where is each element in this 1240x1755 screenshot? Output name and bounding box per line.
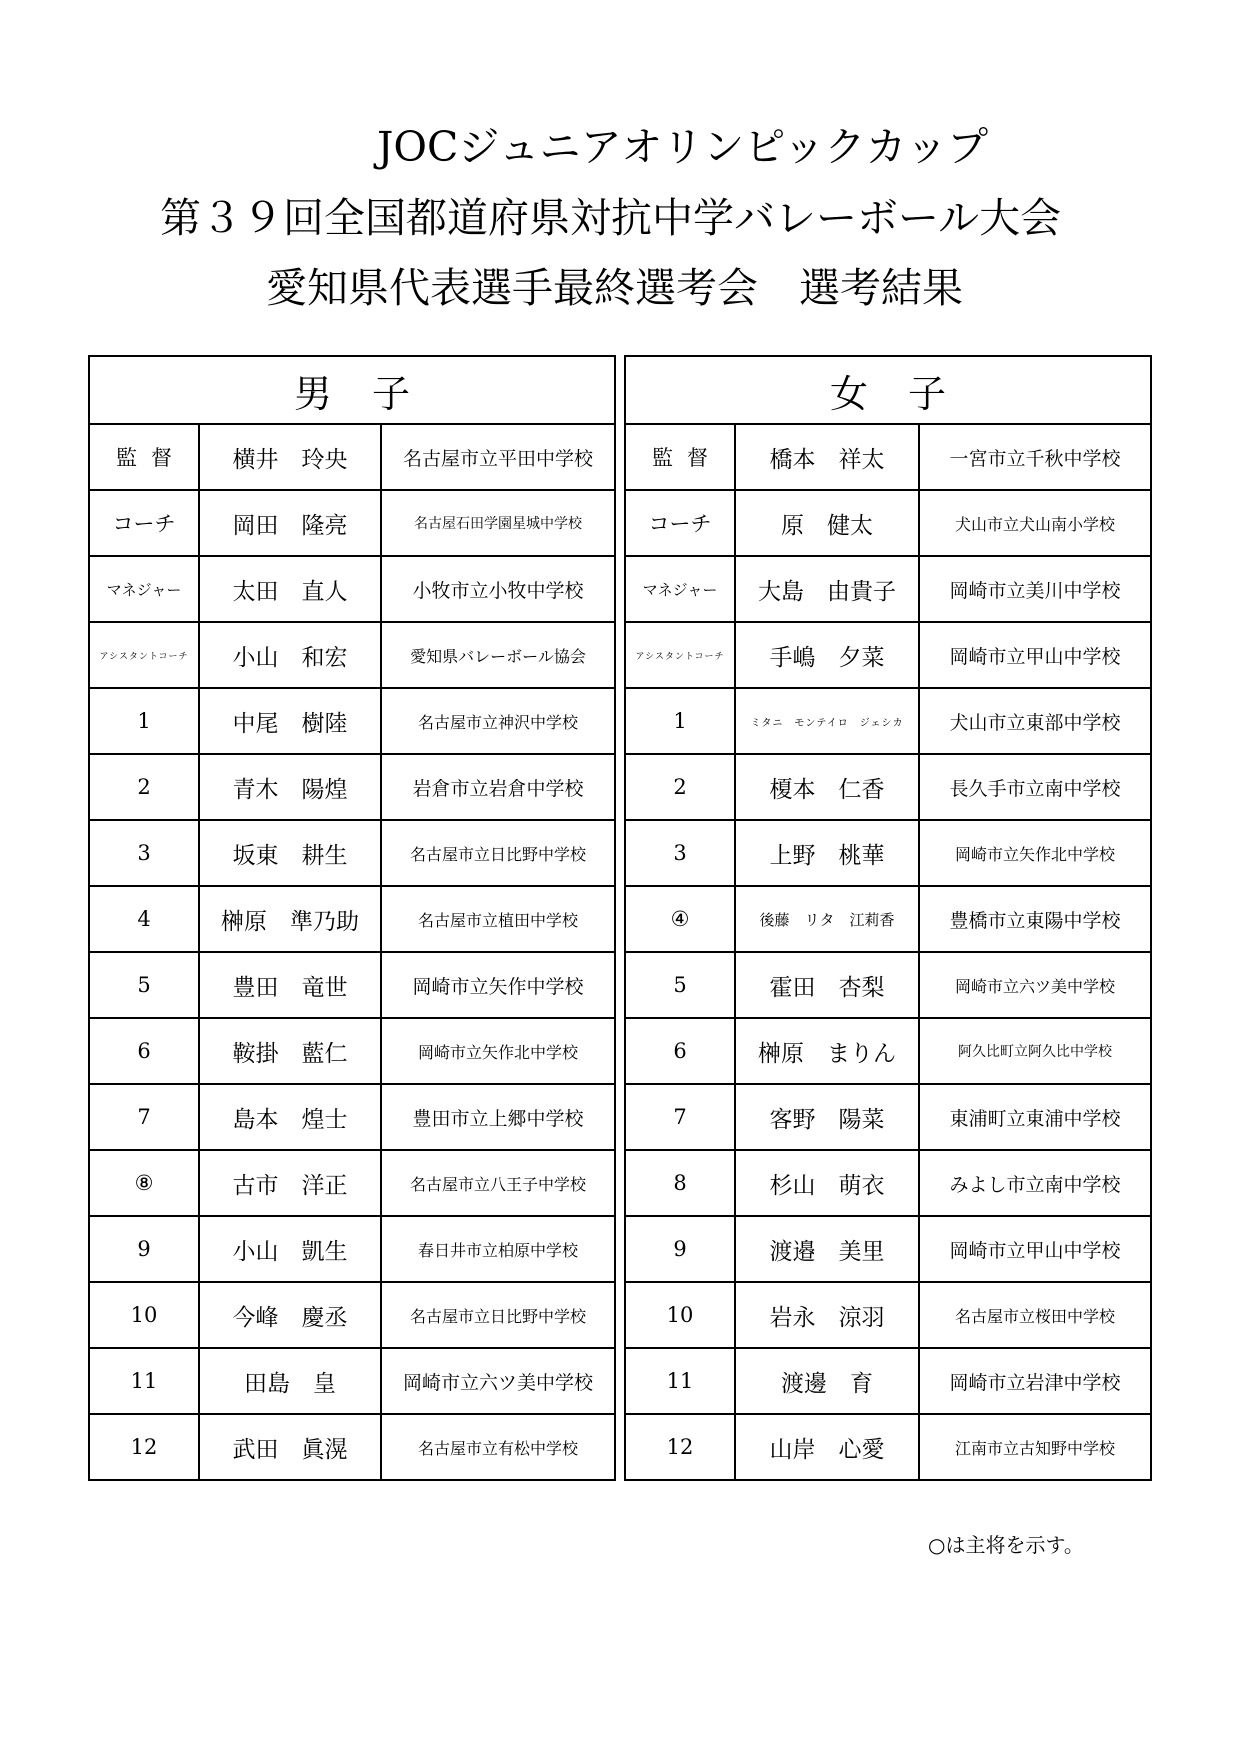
table-row: [625, 754, 1151, 820]
role-cell: 8: [625, 1150, 735, 1216]
table-row: [625, 886, 1151, 952]
role-cell: 2: [89, 754, 199, 820]
table-row: [89, 688, 615, 754]
name-cell: 豊田 竜世: [199, 952, 381, 1018]
school-cell: 岡崎市立美川中学校: [919, 556, 1151, 622]
school-cell: 岡崎市立甲山中学校: [919, 1216, 1151, 1282]
school-cell: 江南市立古知野中学校: [919, 1414, 1151, 1480]
school-cell: 阿久比町立阿久比中学校: [919, 1018, 1151, 1084]
captain-role-cell: ④: [625, 886, 735, 952]
table-row: [89, 1282, 615, 1348]
name-cell: 田島 皇: [199, 1348, 381, 1414]
name-cell: 客野 陽菜: [735, 1084, 919, 1150]
role-cell: 3: [89, 820, 199, 886]
school-cell: 名古屋市立神沢中学校: [381, 688, 615, 754]
name-cell: 島本 煌士: [199, 1084, 381, 1150]
role-cell: 9: [625, 1216, 735, 1282]
role-cell: 監督: [89, 424, 199, 490]
name-cell: 榊原 まりん: [735, 1018, 919, 1084]
table-row: [625, 424, 1151, 490]
table-row: [625, 1084, 1151, 1150]
boys-header: 男子: [89, 356, 615, 424]
table-row: [625, 1150, 1151, 1216]
role-cell: 7: [625, 1084, 735, 1150]
captain-note: ○は主将を示す。: [928, 1533, 1084, 1557]
table-row: [625, 1216, 1151, 1282]
table-row: [625, 556, 1151, 622]
table-row: [89, 1018, 615, 1084]
title-line-3: 愛知県代表選手最終選考会 選考結果: [266, 264, 963, 312]
name-cell: 武田 眞滉: [199, 1414, 381, 1480]
role-cell: コーチ: [625, 490, 735, 556]
table-row: [89, 622, 615, 688]
school-cell: 豊田市立上郷中学校: [381, 1084, 615, 1150]
role-cell: 1: [89, 688, 199, 754]
role-cell: アシスタントコーチ: [89, 622, 199, 688]
school-cell: 岩倉市立岩倉中学校: [381, 754, 615, 820]
name-cell: 後藤 リタ 江莉香: [735, 886, 919, 952]
role-cell: 監督: [625, 424, 735, 490]
name-cell: 鞍掛 藍仁: [199, 1018, 381, 1084]
name-cell: 橋本 祥太: [735, 424, 919, 490]
name-cell: 霍田 杏梨: [735, 952, 919, 1018]
role-cell: 9: [89, 1216, 199, 1282]
role-cell: 6: [625, 1018, 735, 1084]
role-cell: 2: [625, 754, 735, 820]
title-line-1: JOCジュニアオリンピックカップ: [377, 123, 989, 171]
school-cell: 犬山市立東部中学校: [919, 688, 1151, 754]
school-cell: 名古屋市立植田中学校: [381, 886, 615, 952]
table-row: [89, 424, 615, 490]
name-cell: 古市 洋正: [199, 1150, 381, 1216]
name-cell: 横井 玲央: [199, 424, 381, 490]
table-row: [625, 622, 1151, 688]
role-cell: 7: [89, 1084, 199, 1150]
title-line-2: 第３９回全国都道府県対抗中学バレーボール大会: [160, 194, 1062, 242]
role-cell: アシスタントコーチ: [625, 622, 735, 688]
name-cell: 渡邉 美里: [735, 1216, 919, 1282]
school-cell: 愛知県バレーボール協会: [381, 622, 615, 688]
girls-roster-table: [624, 355, 1152, 1481]
name-cell: 坂東 耕生: [199, 820, 381, 886]
name-cell: 渡邊 育: [735, 1348, 919, 1414]
role-cell: 4: [89, 886, 199, 952]
role-cell: 1: [625, 688, 735, 754]
table-row: [89, 490, 615, 556]
table-row: [625, 820, 1151, 886]
captain-role-cell: ⑧: [89, 1150, 199, 1216]
name-cell: 杉山 萌衣: [735, 1150, 919, 1216]
role-cell: 3: [625, 820, 735, 886]
name-cell: 原 健太: [735, 490, 919, 556]
school-cell: 犬山市立犬山南小学校: [919, 490, 1151, 556]
school-cell: 東浦町立東浦中学校: [919, 1084, 1151, 1150]
name-cell: 岡田 隆亮: [199, 490, 381, 556]
role-cell: 12: [625, 1414, 735, 1480]
school-cell: 名古屋市立八王子中学校: [381, 1150, 615, 1216]
table-row: [89, 556, 615, 622]
table-row: [625, 688, 1151, 754]
role-cell: 10: [625, 1282, 735, 1348]
table-row: [89, 886, 615, 952]
school-cell: 一宮市立千秋中学校: [919, 424, 1151, 490]
school-cell: 岡崎市立岩津中学校: [919, 1348, 1151, 1414]
role-cell: 11: [625, 1348, 735, 1414]
name-cell: 山岸 心愛: [735, 1414, 919, 1480]
name-cell: 青木 陽煌: [199, 754, 381, 820]
school-cell: みよし市立南中学校: [919, 1150, 1151, 1216]
table-row: [89, 952, 615, 1018]
name-cell: 今峰 慶丞: [199, 1282, 381, 1348]
school-cell: 長久手市立南中学校: [919, 754, 1151, 820]
school-cell: 岡崎市立甲山中学校: [919, 622, 1151, 688]
role-cell: 10: [89, 1282, 199, 1348]
school-cell: 豊橋市立東陽中学校: [919, 886, 1151, 952]
boys-roster-table: [88, 355, 616, 1481]
table-row: [625, 1018, 1151, 1084]
table-row: [625, 1348, 1151, 1414]
table-row: [625, 1414, 1151, 1480]
table-row: [89, 754, 615, 820]
school-cell: 岡崎市立矢作中学校: [381, 952, 615, 1018]
name-cell: 榊原 準乃助: [199, 886, 381, 952]
name-cell: 榎本 仁香: [735, 754, 919, 820]
table-row: [89, 1150, 615, 1216]
school-cell: 名古屋市立日比野中学校: [381, 820, 615, 886]
table-row: [625, 952, 1151, 1018]
school-cell: 名古屋市立平田中学校: [381, 424, 615, 490]
table-row: [89, 1216, 615, 1282]
role-cell: 12: [89, 1414, 199, 1480]
name-cell: 小山 凱生: [199, 1216, 381, 1282]
role-cell: マネジャー: [89, 556, 199, 622]
role-cell: コーチ: [89, 490, 199, 556]
school-cell: 岡崎市立矢作北中学校: [381, 1018, 615, 1084]
role-cell: 6: [89, 1018, 199, 1084]
school-cell: 小牧市立小牧中学校: [381, 556, 615, 622]
school-cell: 岡崎市立矢作北中学校: [919, 820, 1151, 886]
school-cell: 名古屋市立桜田中学校: [919, 1282, 1151, 1348]
name-cell: 岩永 涼羽: [735, 1282, 919, 1348]
table-row: [625, 1282, 1151, 1348]
table-row: [89, 1414, 615, 1480]
school-cell: 岡崎市立六ツ美中学校: [381, 1348, 615, 1414]
name-cell: 手嶋 夕菜: [735, 622, 919, 688]
school-cell: 名古屋市立日比野中学校: [381, 1282, 615, 1348]
school-cell: 名古屋石田学園星城中学校: [381, 490, 615, 556]
school-cell: 名古屋市立有松中学校: [381, 1414, 615, 1480]
school-cell: 春日井市立柏原中学校: [381, 1216, 615, 1282]
role-cell: 5: [625, 952, 735, 1018]
table-row: [89, 820, 615, 886]
role-cell: マネジャー: [625, 556, 735, 622]
name-cell: ミタニ モンテイロ ジェシカ: [735, 688, 919, 754]
table-row: [89, 1084, 615, 1150]
name-cell: 太田 直人: [199, 556, 381, 622]
table-row: [625, 490, 1151, 556]
girls-header: 女子: [625, 356, 1151, 424]
name-cell: 小山 和宏: [199, 622, 381, 688]
school-cell: 岡崎市立六ツ美中学校: [919, 952, 1151, 1018]
role-cell: 11: [89, 1348, 199, 1414]
name-cell: 中尾 樹陸: [199, 688, 381, 754]
name-cell: 大島 由貴子: [735, 556, 919, 622]
role-cell: 5: [89, 952, 199, 1018]
name-cell: 上野 桃華: [735, 820, 919, 886]
table-row: [89, 1348, 615, 1414]
